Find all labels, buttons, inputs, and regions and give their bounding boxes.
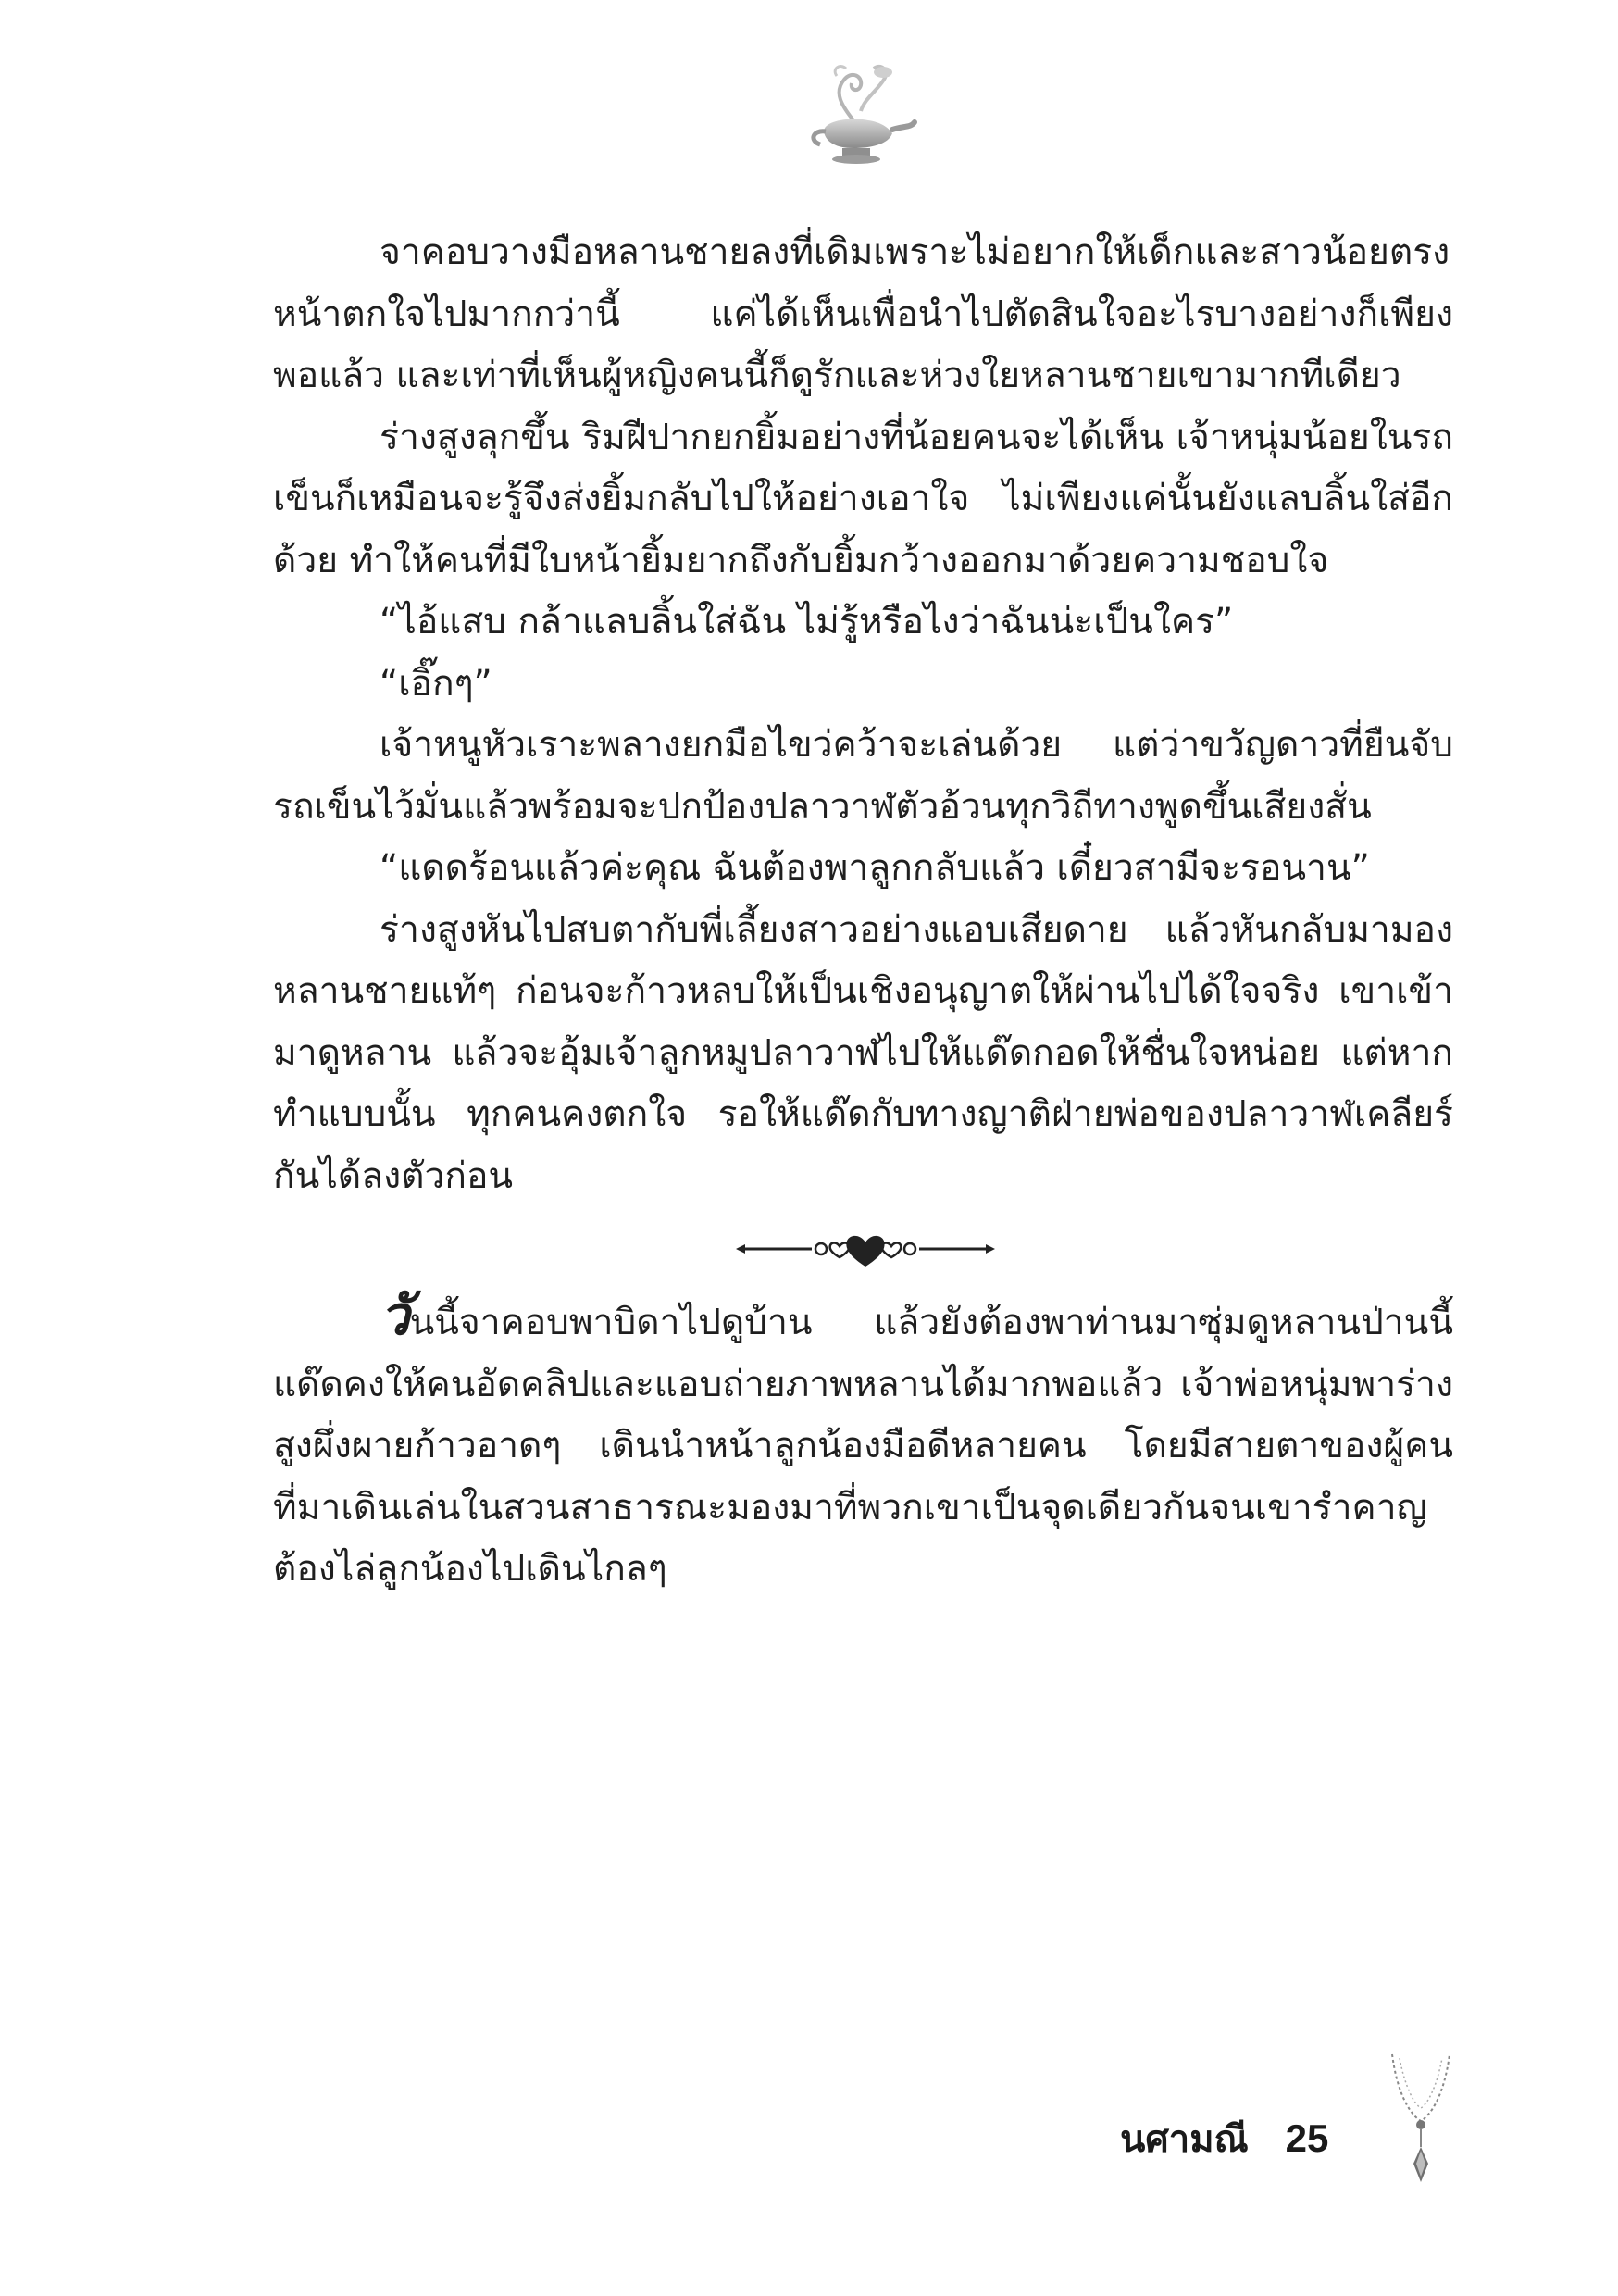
page-footer xyxy=(1120,2102,1328,2176)
paragraph: ร่างสูงลุกขึ้น ริมฝีปากยกยิ้มอย่างที่น้อยคนจะได้เห็น เจ้าหนุ่มน้อยในรถเข็นก็เหมือนจะรู้จึงส่งยิ้มกลับไปให้อย่างเอาใจ ไม่เพียงแค่นั้นยังแลบลิ้นใส่อีกด้วย ทำให้คนที่มีใบหน้ายิ้มยากถึงกับยิ้มกว้างออกมาด้วยความชอบใจ xyxy=(273,416,1453,581)
section-paragraph xyxy=(273,1284,1453,1601)
dialogue-line: “ไอ้แสบ กล้าแลบลิ้นใส่ฉัน ไม่รู้หรือไงว่าฉันน่ะเป็นใคร” xyxy=(380,601,1234,643)
dialogue-line: “แดดร้อนแล้วค่ะคุณ ฉันต้องพาลูกกลับแล้ว เดี๋ยวสามีจะรอนาน” xyxy=(380,847,1370,889)
genie-lamp-icon xyxy=(796,56,926,167)
necklace-icon xyxy=(1388,2051,1453,2190)
page-body xyxy=(273,222,1453,1601)
heart-divider-icon xyxy=(736,1226,995,1272)
paragraph: ร่างสูงหันไปสบตากับพี่เลี้ยงสาวอย่างแอบเสียดาย แล้วหันกลับมามองหลานชายแท้ๆ ก่อนจะก้าวหลบให้เป็นเชิงอนุญาตให้ผ่านไปได้ใจจริง เขาเข้ามาดูหลาน แล้วจะอุ้มเจ้าลูกหมูปลาวาฬไปให้แด๊ดกอดให้ชื่นใจหน่อย แต่หากทำแบบนั้น ทุกคนคงตกใจ รอให้แด๊ดกับทางญาติฝ่ายพ่อของปลาวาฬเคลียร์กันได้ลงตัวก่อน xyxy=(273,908,1453,1197)
author-name: นศามณี xyxy=(1120,2118,1249,2161)
section-divider xyxy=(273,1217,1453,1281)
page-number: 25 xyxy=(1285,2116,1329,2160)
paragraph: เจ้าหนูหัวเราะพลางยกมือไขว่คว้าจะเล่นด้วย แต่ว่าขวัญดาวที่ยืนจับรถเข็นไว้มั่นแล้วพร้อมจะปกป้องปลาวาฬตัวอ้วนทุกวิถีทางพูดขึ้นเสียงสั่น xyxy=(273,724,1453,828)
dialogue-line: “เอิ๊กๆ” xyxy=(380,662,492,705)
section-text: นนี้จาคอบพาบิดาไปดูบ้าน แล้วยังต้องพาท่านมาซุ่มดูหลานป่านนี้แด๊ดคงให้คนอัดคลิปและแอบถ่ายภาพหลานได้มากพอแล้ว เจ้าพ่อหนุ่มพาร่างสูงผึ่งผายก้าวอาดๆ เดินนำหน้าลูกน้องมือดีหลายคน โดยมีสายตาของผู้คนที่มาเดินเล่นในสวนสาธารณะมองมาที่พวกเขาเป็นจุดเดียวกันจนเขารำคาญต้องไล่ลูกน้องไปเดินไกลๆ xyxy=(273,1302,1453,1590)
drop-cap: วั xyxy=(380,1284,410,1347)
paragraph: จาคอบวางมือหลานชายลงที่เดิมเพราะไม่อยากให้เด็กและสาวน้อยตรงหน้าตกใจไปมากกว่านี้ แค่ได้เห็นเพื่อนำไปตัดสินใจอะไรบางอย่างก็เพียงพอแล้ว และเท่าที่เห็นผู้หญิงคนนี้ก็ดูรักและห่วงใยหลานชายเขามากทีเดียว xyxy=(273,231,1453,396)
